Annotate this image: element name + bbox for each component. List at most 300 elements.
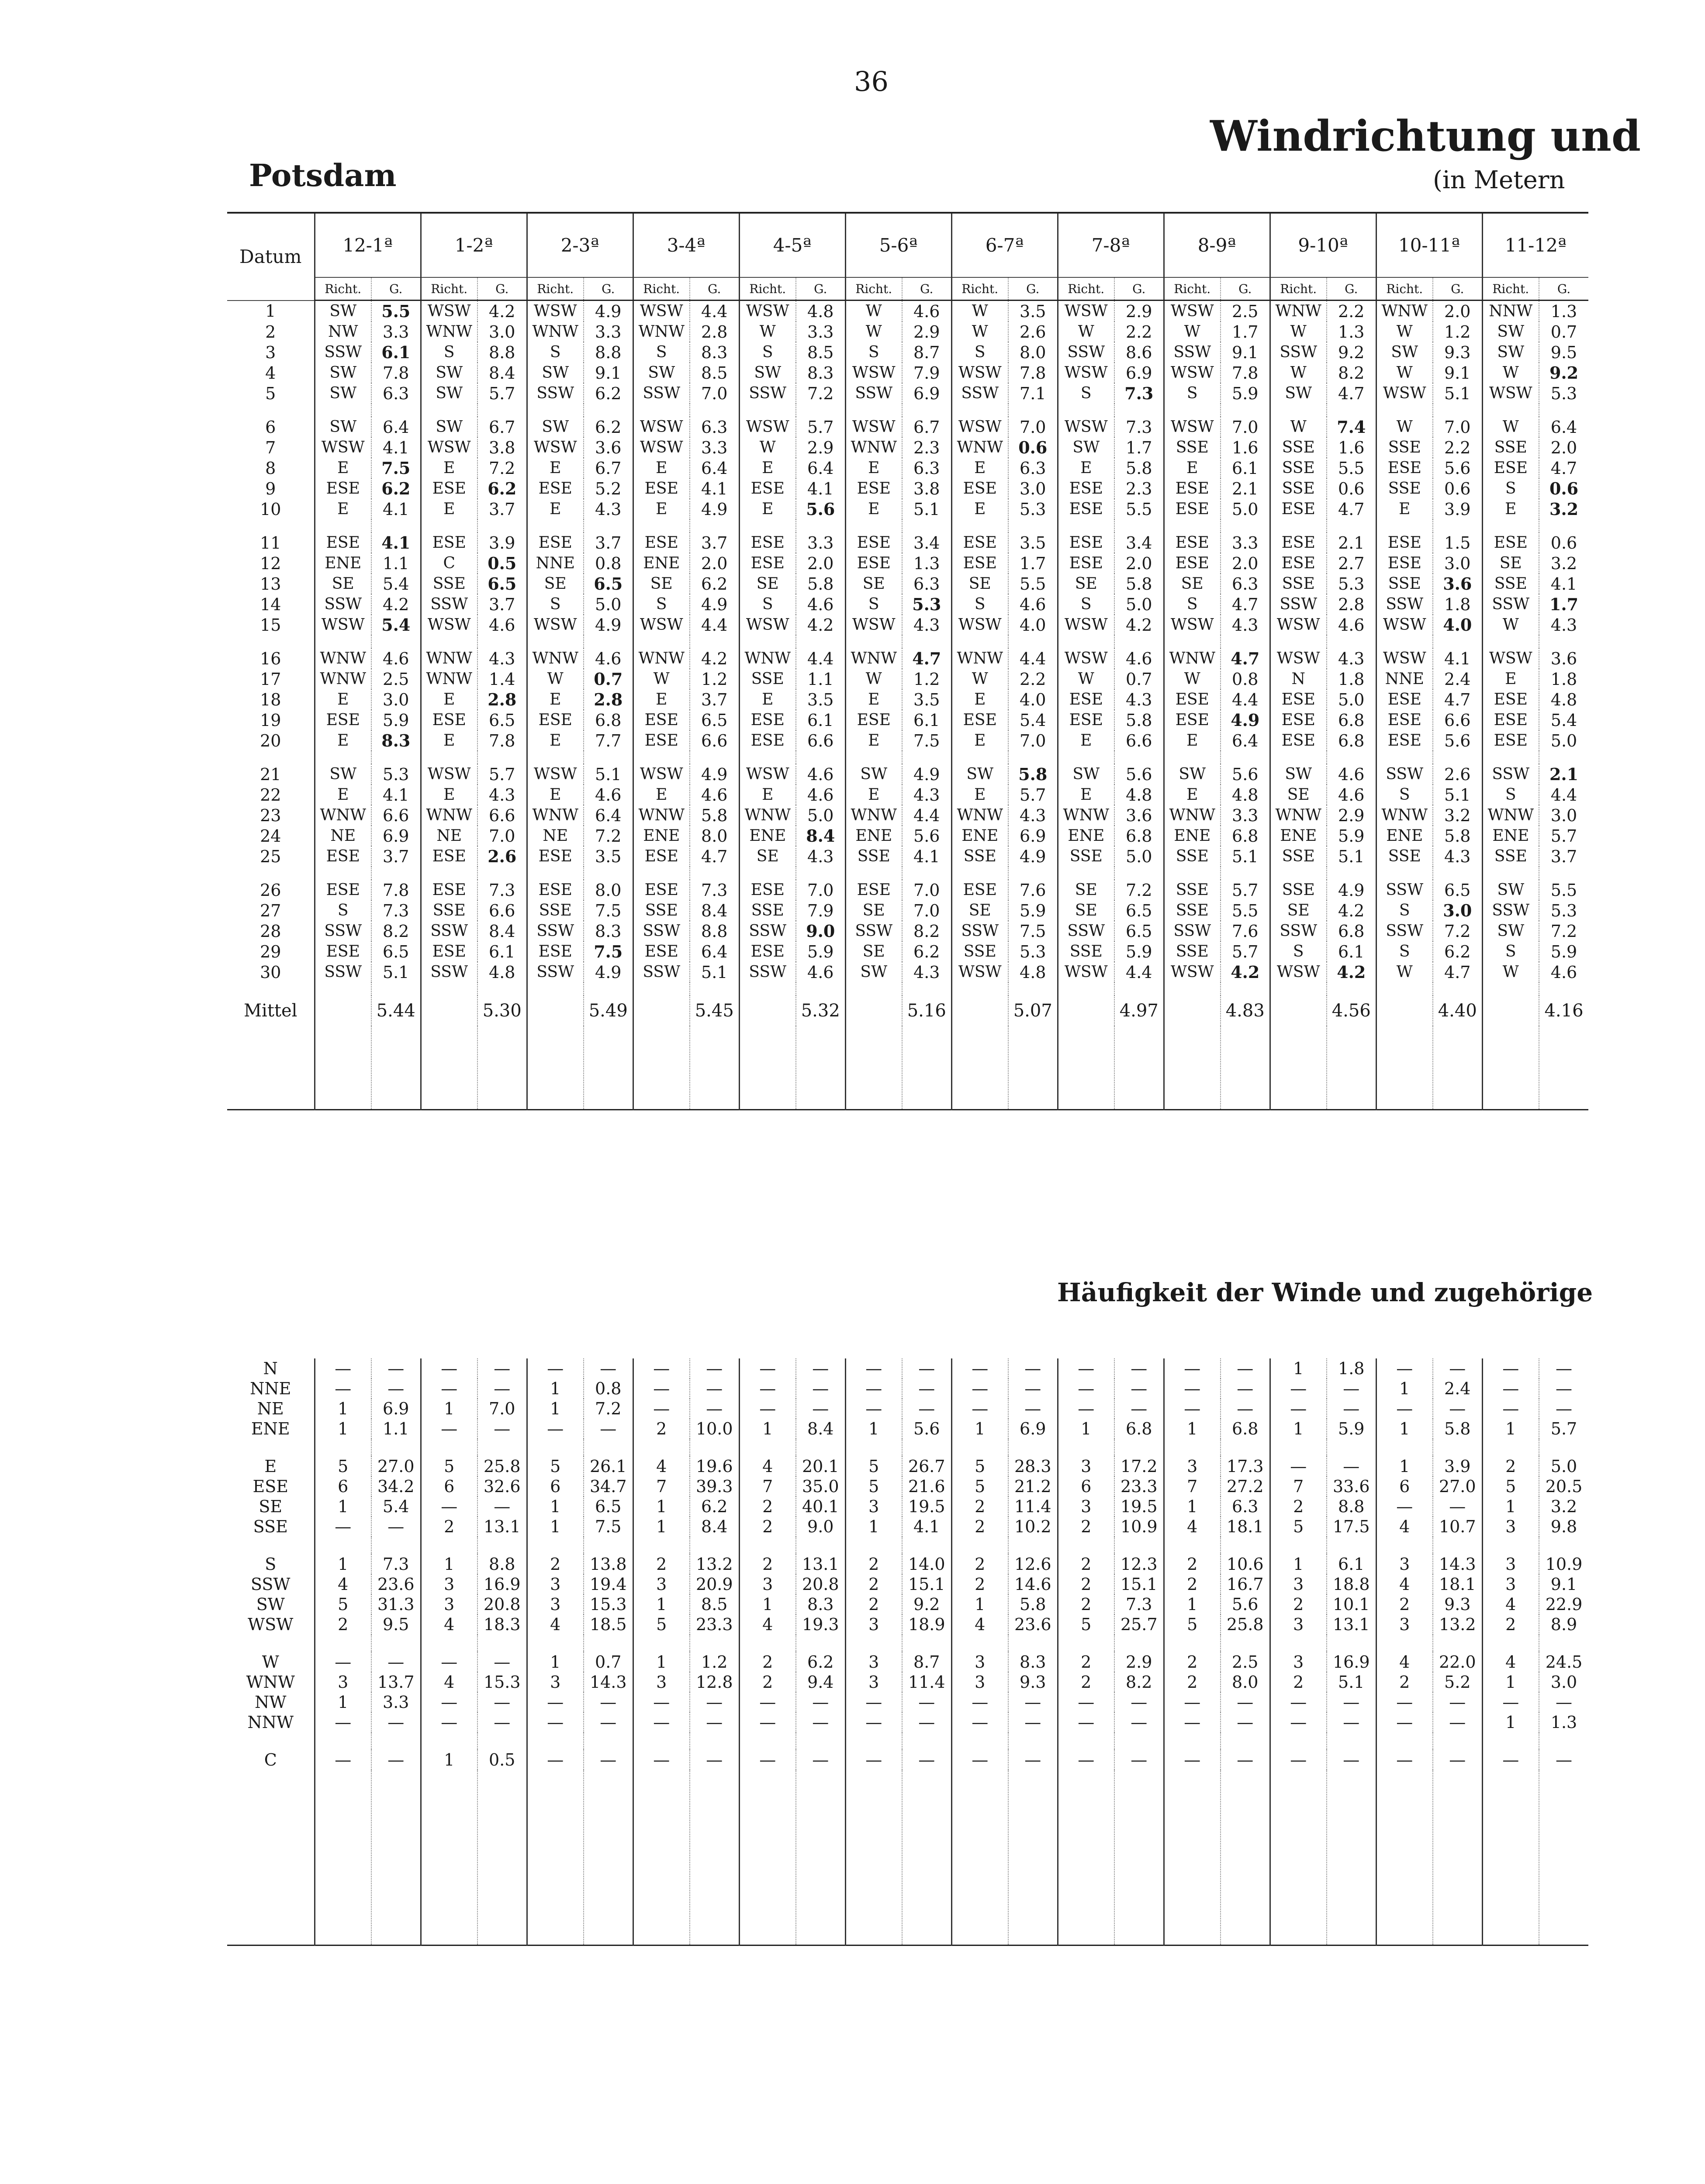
frequency-speed: —	[1221, 1692, 1270, 1712]
wind-direction: ESE	[421, 880, 477, 900]
mean-speed: 5.07	[1008, 995, 1058, 1026]
wind-direction: SW	[633, 363, 690, 383]
wind-speed: 6.3	[902, 574, 951, 594]
frequency-count: 1	[527, 1379, 584, 1399]
empty-cell	[527, 1537, 584, 1554]
wind-direction: SSE	[1376, 574, 1433, 594]
frequency-speed: 34.7	[584, 1476, 633, 1496]
wind-direction: SSW	[421, 962, 477, 982]
empty-cell	[477, 635, 527, 648]
empty-cell	[1008, 635, 1058, 648]
frequency-count: —	[951, 1750, 1008, 1770]
wind-speed: 4.3	[796, 846, 845, 867]
wind-speed: 4.2	[371, 594, 421, 615]
wind-speed: 3.8	[902, 478, 951, 499]
wind-direction: E	[633, 784, 690, 805]
wind-speed: 7.3	[690, 880, 739, 900]
wind-direction: SE	[1270, 900, 1327, 921]
empty-cell	[421, 519, 477, 532]
empty-cell	[1058, 867, 1114, 880]
frequency-count: —	[633, 1750, 690, 1770]
wind-speed: 5.8	[690, 805, 739, 826]
wind-speed: 5.0	[1114, 846, 1164, 867]
frequency-count: 3	[1482, 1517, 1539, 1537]
frequency-direction: W	[262, 1652, 279, 1672]
wind-speed: 8.8	[690, 921, 739, 941]
wind-speed: 3.3	[1221, 532, 1270, 553]
wind-direction: WNW	[315, 648, 371, 669]
frequency-count: 2	[739, 1554, 796, 1574]
wind-speed: 7.3	[1114, 417, 1164, 437]
frequency-speed: 9.1	[1539, 1574, 1588, 1594]
frequency-speed: 10.6	[1221, 1554, 1270, 1574]
empty-cell	[633, 1635, 690, 1652]
frequency-count: —	[527, 1419, 584, 1439]
table-row	[227, 417, 1588, 437]
wind-direction: WSW	[633, 437, 690, 458]
empty-cell	[1433, 404, 1482, 417]
wind-direction: SSW	[1058, 342, 1114, 363]
empty-cell	[421, 982, 477, 995]
empty-cell	[1433, 751, 1482, 764]
wind-speed: 7.2	[1433, 921, 1482, 941]
empty-cell	[1114, 404, 1164, 417]
wind-speed: 6.6	[1114, 730, 1164, 751]
table-row	[227, 1358, 1588, 1379]
frequency-count: —	[1482, 1379, 1539, 1399]
empty-cell	[739, 1732, 796, 1750]
wind-direction: S	[633, 342, 690, 363]
frequency-speed: 5.9	[1327, 1419, 1376, 1439]
wind-speed: 7.5	[584, 900, 633, 921]
frequency-speed: 23.3	[1114, 1476, 1164, 1496]
wind-speed: 8.0	[690, 826, 739, 846]
frequency-count: —	[845, 1692, 902, 1712]
wind-speed: 5.1	[584, 764, 633, 784]
frequency-speed: 8.9	[1539, 1614, 1588, 1635]
frequency-speed: 3.2	[1539, 1496, 1588, 1517]
wind-speed: 7.0	[902, 900, 951, 921]
frequency-count: 3	[1058, 1456, 1114, 1476]
frequency-direction: WSW	[248, 1615, 294, 1634]
wind-direction: SSE	[1270, 437, 1327, 458]
frequency-count: 1	[527, 1496, 584, 1517]
frequency-speed: 19.3	[796, 1614, 845, 1635]
empty-cell	[227, 1770, 315, 1946]
wind-direction: E	[1058, 784, 1114, 805]
frequency-count: 3	[1270, 1652, 1327, 1672]
frequency-count: 3	[1376, 1614, 1433, 1635]
frequency-count: 3	[527, 1574, 584, 1594]
wind-speed: 7.2	[1114, 880, 1164, 900]
frequency-count: —	[315, 1358, 371, 1379]
frequency-count: —	[1058, 1692, 1114, 1712]
frequency-speed: 18.3	[477, 1614, 527, 1635]
wind-direction: ESE	[1164, 499, 1221, 519]
wind-direction: ESE	[527, 880, 584, 900]
empty-cell	[1270, 867, 1327, 880]
wind-speed: 4.1	[690, 478, 739, 499]
wind-speed: 6.1	[902, 710, 951, 730]
wind-direction: S	[1482, 941, 1539, 962]
frequency-speed: 20.8	[796, 1574, 845, 1594]
wind-direction: S	[739, 594, 796, 615]
wind-speed: 4.3	[1008, 805, 1058, 826]
frequency-speed: 6.3	[1221, 1496, 1270, 1517]
empty-cell	[690, 1635, 739, 1652]
wind-speed: 4.8	[1221, 784, 1270, 805]
frequency-speed: 7.2	[584, 1399, 633, 1419]
wind-direction: WSW	[1164, 363, 1221, 383]
empty-cell	[1221, 635, 1270, 648]
frequency-speed: —	[477, 1652, 527, 1672]
wind-direction: ESE	[1270, 499, 1327, 519]
empty-cell	[421, 1026, 477, 1110]
frequency-count: 1	[421, 1750, 477, 1770]
empty-cell	[1376, 404, 1433, 417]
frequency-count: —	[1164, 1399, 1221, 1419]
wind-speed: 3.7	[477, 499, 527, 519]
frequency-count: —	[1270, 1456, 1327, 1476]
wind-speed: 5.2	[584, 478, 633, 499]
wind-speed: 5.8	[1114, 710, 1164, 730]
frequency-speed: 34.2	[371, 1476, 421, 1496]
wind-speed: 6.8	[1114, 826, 1164, 846]
wind-speed: 4.3	[1539, 615, 1588, 635]
wind-direction: WSW	[527, 437, 584, 458]
empty-cell	[1270, 1439, 1327, 1456]
frequency-speed: —	[690, 1750, 739, 1770]
frequency-speed: 8.4	[690, 1517, 739, 1537]
wind-speed: 4.9	[1221, 710, 1270, 730]
empty-cell	[902, 1026, 951, 1110]
wind-speed: 9.1	[1433, 363, 1482, 383]
direction-subheader: Richt.	[527, 277, 584, 301]
empty-cell	[371, 1026, 421, 1110]
wind-speed: 7.0	[1221, 417, 1270, 437]
empty-cell	[1058, 519, 1114, 532]
wind-direction: ESE	[315, 941, 371, 962]
hour-header: 3-4ª	[633, 213, 739, 277]
empty-cell	[227, 635, 315, 648]
frequency-speed: —	[690, 1358, 739, 1379]
empty-cell	[1058, 635, 1114, 648]
day-number: 16	[260, 649, 281, 668]
wind-speed: 4.3	[902, 784, 951, 805]
wind-direction: SSE	[1376, 478, 1433, 499]
wind-direction: SW	[845, 764, 902, 784]
empty-cell	[477, 1635, 527, 1652]
frequency-count: 2	[1376, 1594, 1433, 1614]
empty-cell	[690, 404, 739, 417]
wind-speed: 4.2	[1221, 962, 1270, 982]
wind-speed: 3.6	[584, 437, 633, 458]
wind-speed: 7.5	[584, 941, 633, 962]
frequency-count: —	[421, 1692, 477, 1712]
frequency-count: 2	[1164, 1574, 1221, 1594]
wind-speed: 3.6	[1114, 805, 1164, 826]
empty-cell	[1164, 519, 1221, 532]
empty-cell	[1270, 1026, 1327, 1110]
wind-speed: 5.8	[796, 574, 845, 594]
mean-speed: 5.44	[371, 995, 421, 1026]
empty-cell	[1058, 1439, 1114, 1456]
wind-speed: 5.1	[1433, 383, 1482, 404]
frequency-speed: 6.2	[796, 1652, 845, 1672]
frequency-speed: 13.1	[477, 1517, 527, 1537]
wind-speed: 7.0	[477, 826, 527, 846]
frequency-speed: —	[1114, 1379, 1164, 1399]
wind-direction: SSW	[1270, 921, 1327, 941]
empty-cell	[1164, 751, 1221, 764]
empty-cell	[477, 867, 527, 880]
wind-direction: WNW	[1058, 805, 1114, 826]
table-row	[227, 301, 1588, 322]
wind-speed: 5.7	[1539, 826, 1588, 846]
frequency-count: 1	[315, 1692, 371, 1712]
wind-speed: 4.1	[371, 499, 421, 519]
frequency-speed: —	[902, 1692, 951, 1712]
page-number: 36	[854, 66, 889, 97]
frequency-count: 3	[1376, 1554, 1433, 1574]
wind-direction: SE	[739, 846, 796, 867]
wind-direction: E	[527, 730, 584, 751]
wind-direction: SSW	[315, 921, 371, 941]
empty-cell	[421, 635, 477, 648]
frequency-speed: 8.7	[902, 1652, 951, 1672]
empty-cell	[1376, 519, 1433, 532]
wind-speed: 6.1	[1221, 458, 1270, 478]
frequency-speed: 5.6	[902, 1419, 951, 1439]
wind-speed: 1.3	[902, 553, 951, 574]
frequency-count: 5	[421, 1456, 477, 1476]
frequency-count: 4	[421, 1614, 477, 1635]
wind-speed: 7.3	[371, 900, 421, 921]
frequency-count: 2	[845, 1594, 902, 1614]
wind-direction: WSW	[1058, 615, 1114, 635]
empty-cell	[1270, 404, 1327, 417]
frequency-count: 3	[1058, 1496, 1114, 1517]
wind-speed: 6.2	[1433, 941, 1482, 962]
empty-cell	[1482, 995, 1539, 1026]
wind-speed: 5.1	[1327, 846, 1376, 867]
table-row	[227, 805, 1588, 826]
wind-direction: NNE	[527, 553, 584, 574]
wind-direction: SSW	[633, 383, 690, 404]
wind-speed: 5.3	[1008, 941, 1058, 962]
empty-cell	[951, 404, 1008, 417]
frequency-count: —	[1376, 1399, 1433, 1419]
frequency-speed: 27.0	[1433, 1476, 1482, 1496]
wind-speed: 5.5	[1008, 574, 1058, 594]
table-row	[227, 1476, 1588, 1496]
wind-speed: 8.4	[690, 900, 739, 921]
wind-speed: 6.2	[584, 417, 633, 437]
wind-direction: WSW	[421, 764, 477, 784]
hour-header: 1-2ª	[421, 213, 527, 277]
wind-direction: SSE	[421, 574, 477, 594]
empty-cell	[1270, 1635, 1327, 1652]
wind-speed: 5.9	[1114, 941, 1164, 962]
wind-direction: SE	[315, 574, 371, 594]
wind-speed: 6.8	[1327, 710, 1376, 730]
wind-speed: 7.5	[1008, 921, 1058, 941]
wind-speed: 7.3	[1114, 383, 1164, 404]
wind-direction: E	[1164, 784, 1221, 805]
empty-cell	[1327, 1635, 1376, 1652]
frequency-count: —	[1270, 1399, 1327, 1419]
wind-speed: 4.7	[1433, 689, 1482, 710]
wind-direction: W	[1270, 417, 1327, 437]
wind-direction: W	[845, 669, 902, 689]
wind-speed: 3.7	[584, 532, 633, 553]
empty-cell	[315, 404, 371, 417]
empty-cell	[690, 867, 739, 880]
wind-speed: 6.9	[1114, 363, 1164, 383]
empty-cell	[1008, 1537, 1058, 1554]
wind-speed: 2.1	[1221, 478, 1270, 499]
wind-direction: SSE	[1270, 458, 1327, 478]
wind-direction: SW	[739, 363, 796, 383]
empty-cell	[633, 1439, 690, 1456]
wind-speed: 6.6	[690, 730, 739, 751]
speed-subheader: G.	[1114, 277, 1164, 301]
wind-direction: SSW	[1376, 880, 1433, 900]
empty-cell	[477, 1026, 527, 1110]
wind-direction: SE	[633, 574, 690, 594]
wind-direction: ESE	[845, 710, 902, 730]
frequency-speed: 25.8	[477, 1456, 527, 1476]
frequency-count: —	[951, 1399, 1008, 1419]
wind-speed: 3.7	[477, 594, 527, 615]
frequency-speed: 27.0	[371, 1456, 421, 1476]
day-number: 29	[260, 942, 281, 961]
wind-direction: ENE	[1058, 826, 1114, 846]
empty-cell	[902, 519, 951, 532]
empty-cell	[1327, 751, 1376, 764]
wind-speed: 3.5	[1008, 301, 1058, 322]
wind-direction: SW	[1482, 921, 1539, 941]
frequency-speed: 5.4	[371, 1496, 421, 1517]
hour-header-row	[227, 213, 1588, 277]
frequency-count: 1	[1164, 1594, 1221, 1614]
wind-direction: SSW	[1376, 594, 1433, 615]
frequency-count: 1	[1270, 1358, 1327, 1379]
wind-speed: 7.2	[584, 826, 633, 846]
empty-cell	[227, 867, 315, 880]
wind-direction: WSW	[951, 417, 1008, 437]
frequency-speed: 13.2	[690, 1554, 739, 1574]
empty-cell	[227, 1635, 315, 1652]
frequency-speed: —	[690, 1399, 739, 1419]
wind-direction: E	[315, 784, 371, 805]
wind-direction: ESE	[739, 941, 796, 962]
wind-direction: WSW	[527, 615, 584, 635]
wind-direction: WNW	[421, 648, 477, 669]
wind-speed: 6.7	[584, 458, 633, 478]
speed-subheader: G.	[796, 277, 845, 301]
wind-direction: ESE	[1376, 730, 1433, 751]
wind-direction: WSW	[527, 764, 584, 784]
empty-cell	[1327, 982, 1376, 995]
speed-subheader: G.	[1433, 277, 1482, 301]
wind-speed: 4.9	[690, 594, 739, 615]
frequency-speed: 3.0	[1539, 1672, 1588, 1692]
wind-direction: ESE	[845, 478, 902, 499]
empty-cell	[796, 519, 845, 532]
frequency-speed: 25.8	[1221, 1614, 1270, 1635]
empty-cell	[951, 635, 1008, 648]
frequency-speed: —	[584, 1358, 633, 1379]
wind-direction: ESE	[1376, 532, 1433, 553]
frequency-count: —	[527, 1358, 584, 1379]
gap-row	[227, 635, 1588, 648]
wind-direction: S	[1376, 900, 1433, 921]
gap-row	[227, 1732, 1588, 1750]
wind-speed: 2.9	[1114, 301, 1164, 322]
frequency-count: —	[421, 1712, 477, 1732]
empty-cell	[1270, 1770, 1327, 1946]
wind-speed: 7.8	[371, 363, 421, 383]
empty-cell	[739, 1026, 796, 1110]
wind-speed: 6.7	[477, 417, 527, 437]
frequency-count: 4	[739, 1456, 796, 1476]
empty-cell	[633, 1770, 690, 1946]
frequency-speed: —	[1221, 1750, 1270, 1770]
wind-direction: ESE	[951, 478, 1008, 499]
table-row	[227, 1456, 1588, 1476]
empty-cell	[1008, 1770, 1058, 1946]
empty-cell	[421, 1537, 477, 1554]
table-row	[227, 1574, 1588, 1594]
day-number: 18	[260, 690, 281, 709]
wind-speed: 8.7	[902, 342, 951, 363]
subheader-row	[227, 277, 1588, 301]
wind-direction: SSW	[1376, 921, 1433, 941]
wind-speed: 4.4	[796, 648, 845, 669]
wind-direction: E	[527, 458, 584, 478]
empty-cell	[796, 1635, 845, 1652]
wind-direction: SW	[1482, 321, 1539, 342]
wind-direction: ESE	[633, 532, 690, 553]
frequency-speed: 15.3	[477, 1672, 527, 1692]
wind-direction: SW	[421, 417, 477, 437]
wind-direction: WSW	[633, 764, 690, 784]
wind-speed: 2.2	[1008, 669, 1058, 689]
table-row	[227, 880, 1588, 900]
wind-speed: 6.4	[796, 458, 845, 478]
empty-cell	[951, 1635, 1008, 1652]
wind-direction: WNW	[527, 648, 584, 669]
frequency-count: 7	[1164, 1476, 1221, 1496]
day-number: 2	[265, 322, 276, 342]
frequency-speed: —	[584, 1750, 633, 1770]
frequency-count: 3	[527, 1672, 584, 1692]
frequency-count: 4	[1482, 1594, 1539, 1614]
wind-direction-speed-table	[227, 212, 1588, 1110]
frequency-speed: 20.1	[796, 1456, 845, 1476]
empty-cell	[421, 995, 477, 1026]
speed-subheader: G.	[1539, 277, 1588, 301]
empty-cell	[477, 1439, 527, 1456]
frequency-speed: 28.3	[1008, 1456, 1058, 1476]
speed-subheader: G.	[1008, 277, 1058, 301]
empty-cell	[315, 1732, 371, 1750]
wind-speed: 0.6	[1008, 437, 1058, 458]
empty-cell	[227, 1026, 315, 1110]
frequency-speed: —	[1433, 1750, 1482, 1770]
wind-speed: 4.2	[1327, 962, 1376, 982]
